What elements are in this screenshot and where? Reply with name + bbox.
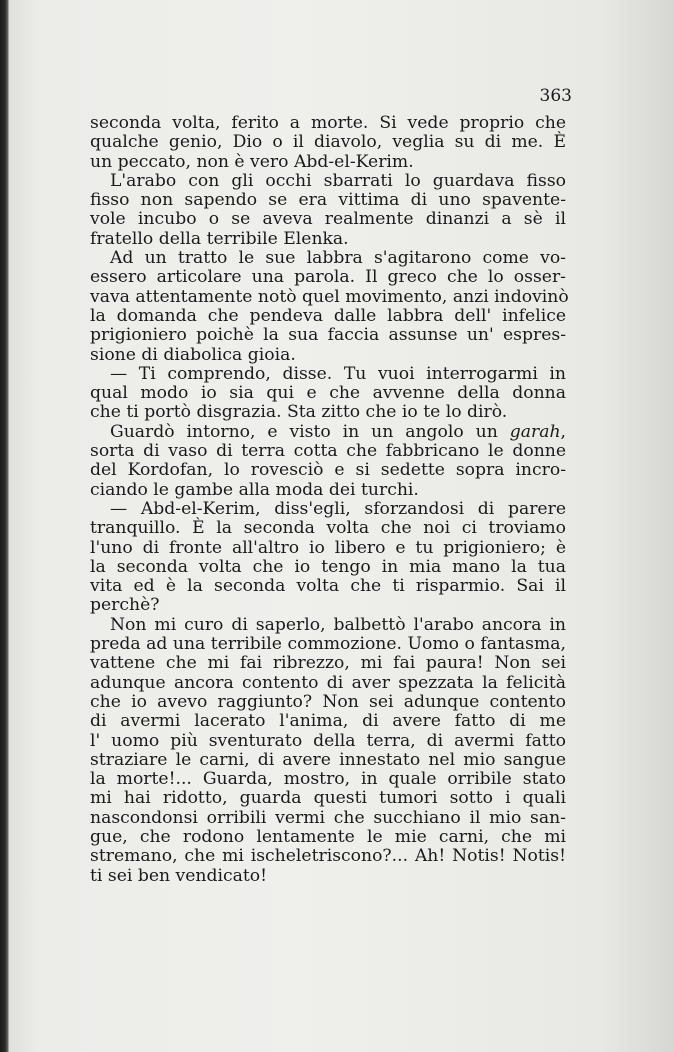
text-line: Non mi curo di saperlo, balbettò l'arabo ancora in — [110, 614, 566, 635]
page-number: 363 — [539, 86, 572, 106]
text-line: che io avevo raggiunto? Non sei adunque contento — [90, 691, 566, 712]
body-text — [90, 113, 569, 886]
text-line: tranquillo. È la seconda volta che noi ci troviamo — [90, 518, 566, 539]
text-line: Ad un tratto le sue labbra s'agitarono come vo- — [110, 248, 566, 269]
text-line: la domanda che pendeva dalle labbra dell' infelice — [90, 305, 566, 326]
binding-edge — [0, 0, 9, 1052]
italic-word: garah — [509, 421, 561, 442]
text-line: Guardò intorno, e visto in un angolo un garah, — [110, 421, 566, 442]
text-line: vita ed è la seconda volta che ti risparmio. Sai il — [90, 576, 566, 597]
text-line: sione di diabolica gioia. — [90, 344, 296, 365]
text-line: seconda volta, ferito a morte. Si vede proprio che — [90, 113, 566, 133]
text-line: di avermi lacerato l'anima, di avere fatto di me — [90, 711, 566, 732]
text-line: qualche genio, Dio o il diavolo, veglia su di me. È — [90, 132, 566, 153]
text-line: qual modo io sia qui e che avvenne della donna — [90, 383, 566, 404]
text-line: fratello della terribile Elenka. — [90, 228, 349, 249]
text-line: ti sei ben vendicato! — [90, 865, 268, 886]
text-line: mi hai ridotto, guarda questi tumori sotto i quali — [90, 788, 566, 809]
text-line: adunque ancora contento di aver spezzata la felicità — [90, 672, 566, 693]
text-line: essero articolare una parola. Il greco che lo osser- — [90, 267, 566, 288]
text-line: stremano, che mi ischeletriscono?... Ah! Notis! Notis! — [90, 846, 566, 867]
text-line: — Abd-el-Kerim, diss'egli, sforzandosi di parere — [110, 498, 566, 519]
text-line: ciando le gambe alla moda dei turchi. — [90, 479, 419, 500]
text-line: L'arabo con gli occhi sbarrati lo guardava fisso — [110, 170, 566, 191]
text-line: prigioniero poichè la sua faccia assunse un' espres- — [90, 325, 566, 346]
text-line: l' uomo più sventurato della terra, di avermi fatto — [90, 730, 566, 751]
text-line: un peccato, non è vero Abd-el-Kerim. — [90, 151, 414, 172]
text-line: — Ti comprendo, disse. Tu vuoi interrogarmi in — [110, 363, 566, 384]
text-line: fisso non sapendo se era vittima di uno spavente- — [90, 190, 566, 211]
text-line: vattene che mi fai ribrezzo, mi fai paura! Non sei — [90, 653, 566, 674]
text-line: gue, che rodono lentamente le mie carni, che mi — [90, 826, 566, 847]
text-line: la morte!... Guarda, mostro, in quale orribile stato — [90, 769, 566, 790]
text-line: straziare le carni, di avere innestato nel mio sangue — [90, 749, 566, 770]
text-line: l'uno di fronte all'altro io libero e tu prigioniero; è — [90, 537, 566, 558]
text-line: nascondonsi orribili vermi che succhiano il mio san- — [90, 807, 566, 828]
text-line: del Kordofan, lo rovesciò e si sedette sopra incro- — [90, 460, 566, 481]
text-line: preda ad una terribile commozione. Uomo o fantasma, — [90, 634, 566, 655]
text-line: vole incubo o se aveva realmente dinanzi a sè il — [90, 209, 566, 230]
text-line: perchè? — [90, 595, 160, 616]
text-line: sorta di vaso di terra cotta che fabbricano le donne — [90, 441, 566, 462]
text-line: che ti portò disgrazia. Sta zitto che io te lo dirò. — [90, 402, 508, 423]
text-line: vava attentamente notò quel movimento, anzi indovinò — [90, 286, 569, 307]
text-line: la seconda volta che io tengo in mia mano la tua — [90, 556, 566, 577]
